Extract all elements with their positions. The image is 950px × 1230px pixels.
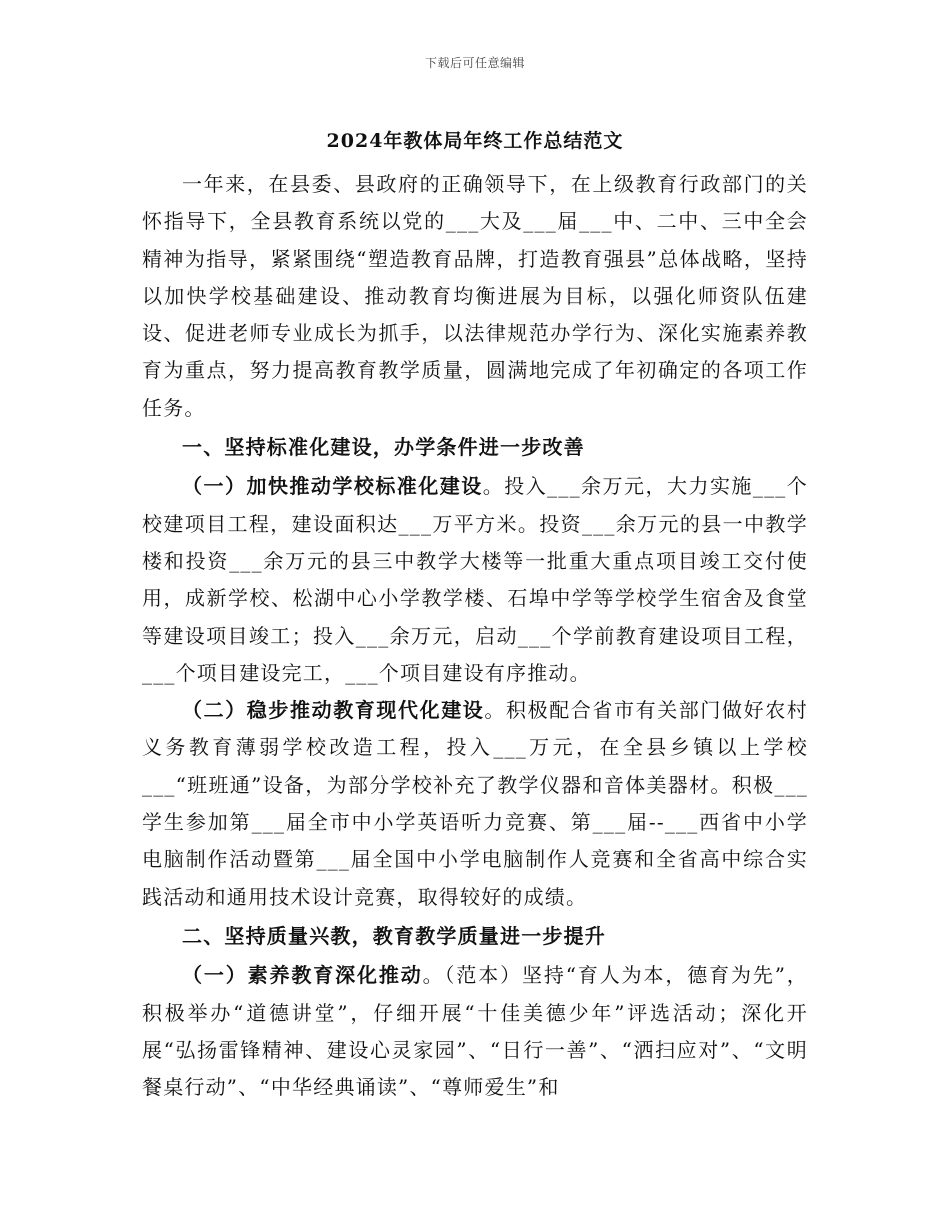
section-heading-1: [142, 429, 808, 466]
paragraph-text: 一年来，在县委、县政府的正确领导下，在上级教育行政部门的关怀指导下，全县教育系统以党的___大及___届___中、二中、三中全会精神为指导，紧紧围绕“塑造教育品牌，打造教育强县”总体战略，坚持以加快学校基础建设、推动教育均衡进展为目标，以强化师资队伍建设、促进老师专业成长为抓手，以法律规范办学行为、深化实施素养教育为重点，努力提高教育教学质量，圆满地完成了年初确定的各项工作任务。: [142, 172, 808, 420]
paragraph-text: 。（范本）坚持“育人为本，德育为先”，积极举办“道德讲堂”，仔细开展“十佳美德少年”评选活动；深化开展“弘扬雷锋精神、建设心灵家园”、“日行一善”、“洒扫应对”、“文明餐桌行动”、“中华经典诵读”、“尊师爱生”和: [142, 963, 809, 1100]
heading-text: 一、坚持标准化建设，办学条件进一步改善: [182, 435, 585, 460]
header-note: 下载后可任意编辑: [424, 56, 525, 70]
paragraph-lead: （一）素养教育深化推动: [182, 963, 423, 988]
document-title: 2024年教体局年终工作总结范文: [326, 130, 624, 152]
section-heading-2: [142, 918, 808, 955]
paragraph-2-1: [142, 957, 808, 1106]
paragraph-intro: [142, 166, 808, 427]
paragraph-1-1: [142, 468, 808, 692]
document-body: [142, 166, 808, 1106]
paragraph-text: 。积极配合省市有关部门做好农村义务教育薄弱学校改造工程，投入___万元，在全县乡镇以上学校___“班班通”设备，为部分学校补充了教学仪器和音体美器材。积极___学生参加第___届全市中小学英语听力竞赛、第___届--___西省中小学电脑制作活动暨第___届全国中小学电脑制作人竞赛和全省高中综合实践活动和通用技术设计竞赛，取得较好的成绩。: [142, 698, 808, 909]
paragraph-lead: （一）加快推动学校标准化建设: [182, 474, 483, 499]
heading-text: 二、坚持质量兴教，教育教学质量进一步提升: [182, 923, 606, 948]
paragraph-lead: （二）稳步推动教育现代化建设: [182, 698, 485, 723]
paragraph-1-2: [142, 692, 808, 916]
paragraph-text: 。投入___余万元，大力实施___个校建项目工程，建设面积达___万平方米。投资___余万元的县一中教学楼和投资___余万元的县三中教学大楼等一批重大重点项目竣工交付使用，成新学校、松湖中心小学教学楼、石埠中学等学校学生宿舍及食堂等建设项目竣工；投入___余万元，启动___个学前教育建设项目工程，___个项目建设完工，___个项目建设有序推动。: [142, 474, 808, 685]
